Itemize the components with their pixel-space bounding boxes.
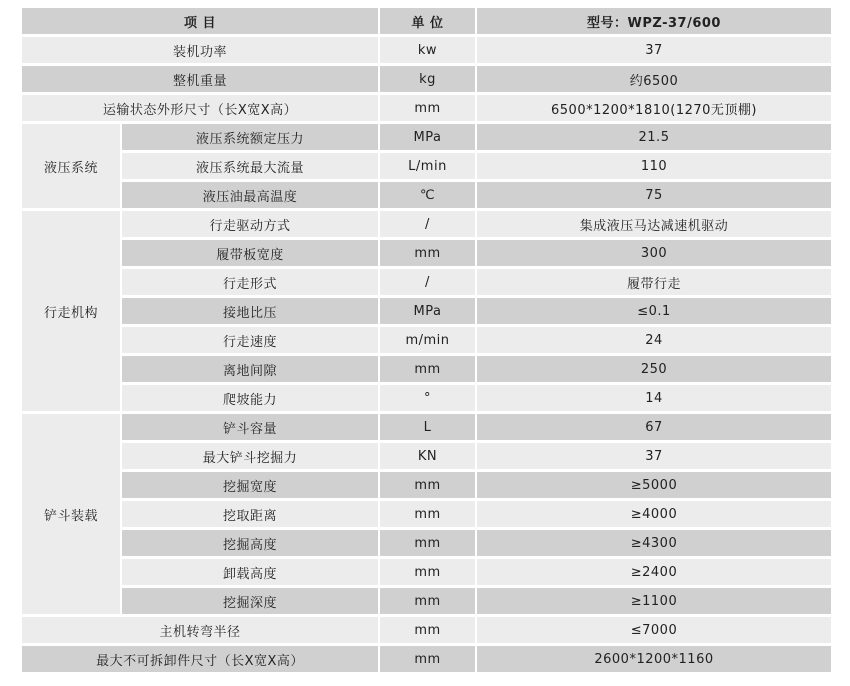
row-label: 铲斗容量 [122,414,380,443]
table-row [22,617,831,646]
row-unit: MPa [380,298,477,327]
header-item: 项 目 [22,8,380,37]
row-value: 250 [477,356,831,385]
row-label: 最大不可拆卸件尺寸（长X宽X高） [22,646,380,675]
row-unit: / [380,269,477,298]
row-unit: MPa [380,124,477,153]
row-value: ≥2400 [477,559,831,588]
header-model: 型号：WPZ-37/600 [477,8,831,37]
row-unit: m/min [380,327,477,356]
row-label: 液压油最高温度 [122,182,380,211]
row-label: 运输状态外形尺寸（长X宽X高） [22,95,380,124]
row-label: 挖掘深度 [122,588,380,617]
row-label: 主机转弯半径 [22,617,380,646]
row-unit: mm [380,646,477,675]
table-row [22,124,831,153]
row-value: ≤0.1 [477,298,831,327]
row-value: 集成液压马达减速机驱动 [477,211,831,240]
row-value: 67 [477,414,831,443]
row-unit: KN [380,443,477,472]
row-unit: mm [380,559,477,588]
row-unit: ℃ [380,182,477,211]
table-row [22,443,831,472]
table-row [22,182,831,211]
row-value: 24 [477,327,831,356]
row-value: 21.5 [477,124,831,153]
row-label: 行走速度 [122,327,380,356]
row-unit: ° [380,385,477,414]
row-value: 约6500 [477,66,831,95]
row-value: 37 [477,37,831,66]
row-label: 履带板宽度 [122,240,380,269]
row-value: 110 [477,153,831,182]
row-label: 挖掘宽度 [122,472,380,501]
row-label: 液压系统额定压力 [122,124,380,153]
table-row [22,37,831,66]
row-unit: mm [380,530,477,559]
row-value: 300 [477,240,831,269]
row-unit: kw [380,37,477,66]
row-unit: L/min [380,153,477,182]
table-row [22,356,831,385]
row-label: 挖掘高度 [122,530,380,559]
header-row [22,8,831,37]
row-label: 挖取距离 [122,501,380,530]
row-value: ≤7000 [477,617,831,646]
row-label: 卸载高度 [122,559,380,588]
row-label: 爬坡能力 [122,385,380,414]
row-label: 最大铲斗挖掘力 [122,443,380,472]
row-label: 液压系统最大流量 [122,153,380,182]
row-label: 整机重量 [22,66,380,95]
table-row [22,646,831,675]
row-label: 离地间隙 [122,356,380,385]
row-unit: mm [380,95,477,124]
row-unit: mm [380,356,477,385]
table-row [22,240,831,269]
row-unit: mm [380,588,477,617]
table-row [22,530,831,559]
row-value: 75 [477,182,831,211]
table-row [22,327,831,356]
row-unit: mm [380,240,477,269]
row-value: ≥5000 [477,472,831,501]
row-unit: kg [380,66,477,95]
table-row [22,211,831,240]
row-value: 14 [477,385,831,414]
spec-table [22,8,831,675]
header-unit: 单 位 [380,8,477,37]
table-row [22,472,831,501]
row-unit: mm [380,472,477,501]
row-unit: mm [380,501,477,530]
table-row [22,95,831,124]
table-row [22,414,831,443]
table-row [22,559,831,588]
table-row [22,588,831,617]
row-label: 装机功率 [22,37,380,66]
row-unit: L [380,414,477,443]
table-row [22,269,831,298]
row-value: 履带行走 [477,269,831,298]
table-row [22,501,831,530]
table-row [22,385,831,414]
group-label: 液压系统 [22,124,122,211]
row-value: ≥4000 [477,501,831,530]
table-row [22,298,831,327]
row-label: 行走形式 [122,269,380,298]
table-row [22,153,831,182]
row-unit: mm [380,617,477,646]
row-value: ≥1100 [477,588,831,617]
row-unit: / [380,211,477,240]
row-label: 接地比压 [122,298,380,327]
row-value: 6500*1200*1810(1270无顶棚) [477,95,831,124]
row-value: 2600*1200*1160 [477,646,831,675]
row-value: ≥4300 [477,530,831,559]
group-label: 行走机构 [22,211,122,414]
row-label: 行走驱动方式 [122,211,380,240]
group-label: 铲斗装载 [22,414,122,617]
row-value: 37 [477,443,831,472]
table-row [22,66,831,95]
